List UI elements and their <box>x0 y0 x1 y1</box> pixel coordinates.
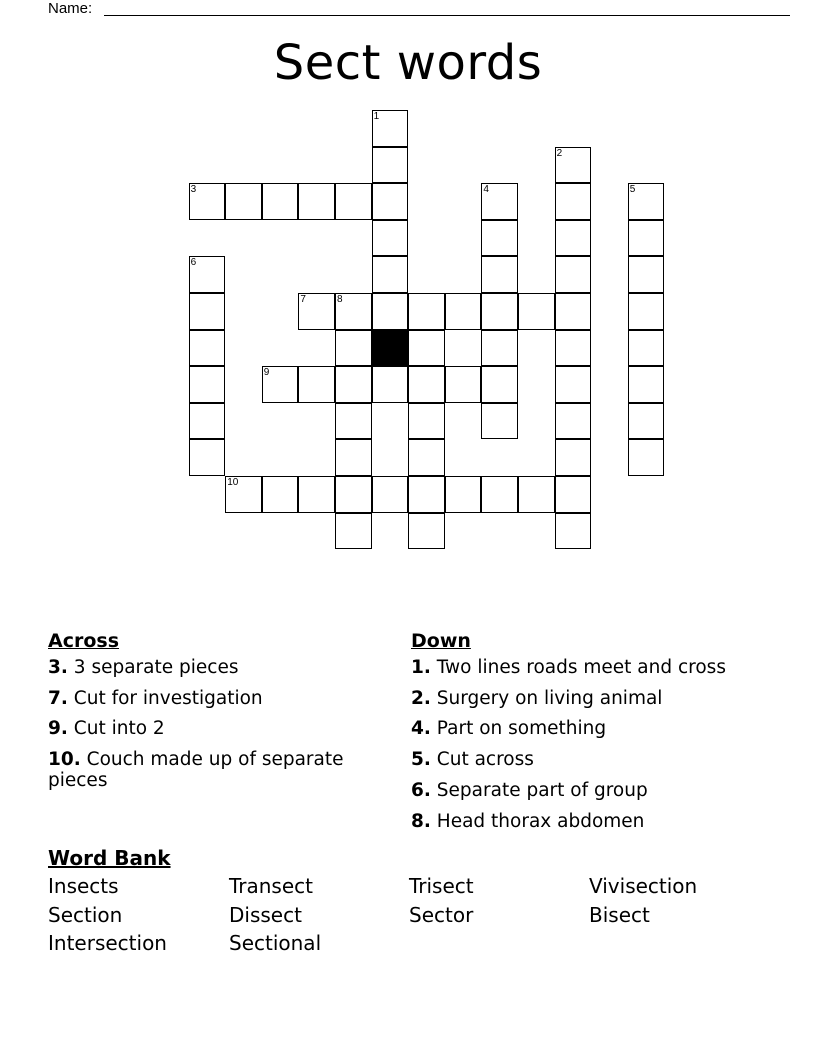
clue-number: 10. <box>48 749 81 770</box>
grid-cell[interactable] <box>518 293 555 330</box>
across-clue <box>48 657 368 678</box>
grid-cell[interactable] <box>372 110 409 147</box>
down-clue <box>411 811 771 832</box>
across-clue <box>48 718 368 739</box>
grid-cell[interactable] <box>445 476 482 513</box>
grid-cell[interactable] <box>445 366 482 403</box>
grid-cell[interactable] <box>628 256 665 293</box>
grid-cell[interactable] <box>225 183 262 220</box>
word-bank-item: Vivisection <box>589 874 698 898</box>
grid-cell[interactable] <box>335 330 372 367</box>
clue-text: Part on something <box>436 718 607 739</box>
word-bank-item: Intersection <box>48 931 167 955</box>
grid-cell[interactable] <box>628 220 665 257</box>
grid-cell[interactable] <box>335 476 372 513</box>
across-clue <box>48 749 363 791</box>
clue-number-label: 3 <box>190 184 197 196</box>
clue-number-label: 2 <box>556 147 563 159</box>
clue-number: 6. <box>411 780 431 801</box>
grid-cell[interactable] <box>481 220 518 257</box>
clue-text: Separate part of group <box>436 780 648 801</box>
clue-text: Head thorax abdomen <box>436 811 645 832</box>
grid-cell[interactable] <box>555 439 592 476</box>
grid-cell[interactable] <box>555 330 592 367</box>
clue-number-label: 4 <box>483 184 489 196</box>
grid-cell[interactable] <box>628 366 665 403</box>
grid-cell[interactable] <box>408 366 445 403</box>
grid-cell[interactable] <box>372 476 409 513</box>
clue-number-label: 8 <box>337 294 343 305</box>
grid-cell[interactable] <box>481 476 518 513</box>
clue-number: 4. <box>411 718 431 739</box>
clue-number: 3. <box>48 657 68 678</box>
grid-cell[interactable] <box>372 183 409 220</box>
grid-cell[interactable] <box>481 256 518 293</box>
grid-cell[interactable] <box>628 183 665 220</box>
grid-cell[interactable] <box>481 403 518 440</box>
grid-cell[interactable] <box>335 439 372 476</box>
grid-cell[interactable] <box>298 476 335 513</box>
clue-number: 2. <box>411 688 431 709</box>
grid-cell[interactable] <box>408 403 445 440</box>
grid-cell[interactable] <box>189 330 226 367</box>
grid-cell[interactable] <box>408 293 445 330</box>
down-clue <box>411 718 771 739</box>
grid-cell[interactable] <box>262 366 299 403</box>
clue-text: Cut for investigation <box>73 688 263 709</box>
down-clue <box>411 688 771 709</box>
grid-cell[interactable] <box>555 366 592 403</box>
clue-number: 8. <box>411 811 431 832</box>
name-label: Name: <box>48 0 93 17</box>
grid-cell[interactable] <box>628 439 665 476</box>
down-clue <box>411 657 771 678</box>
clue-number: 9. <box>48 718 68 739</box>
clue-text: Cut into 2 <box>73 718 165 739</box>
grid-cell[interactable] <box>408 513 445 550</box>
grid-cell[interactable] <box>189 256 226 293</box>
clue-text: Cut across <box>436 749 534 770</box>
grid-cell[interactable] <box>335 513 372 550</box>
grid-cell[interactable] <box>189 183 226 220</box>
clue-number-label: 10 <box>227 477 239 488</box>
grid-cell[interactable] <box>335 183 372 220</box>
grid-cell[interactable] <box>298 183 335 220</box>
grid-cell[interactable] <box>189 439 226 476</box>
clue-number-label: 7 <box>300 294 306 305</box>
grid-cell[interactable] <box>372 147 409 184</box>
across-clue <box>48 688 368 709</box>
grid-cell[interactable] <box>555 183 592 220</box>
across-heading: Across <box>48 630 120 652</box>
grid-cell[interactable] <box>335 366 372 403</box>
grid-cell[interactable] <box>481 293 518 330</box>
down-heading: Down <box>411 630 471 652</box>
grid-cell[interactable] <box>298 293 335 330</box>
word-bank-item: Transect <box>229 874 313 898</box>
grid-cell[interactable] <box>555 476 592 513</box>
grid-cell[interactable] <box>481 330 518 367</box>
grid-cell[interactable] <box>262 183 299 220</box>
word-bank-item: Dissect <box>229 903 302 927</box>
grid-cell[interactable] <box>372 293 409 330</box>
word-bank-item: Section <box>48 903 123 927</box>
grid-cell[interactable] <box>555 513 592 550</box>
clue-number-label: 6 <box>190 257 197 269</box>
grid-cell[interactable] <box>555 403 592 440</box>
grid-cell[interactable] <box>335 293 372 330</box>
grid-cell[interactable] <box>408 476 445 513</box>
grid-cell[interactable] <box>481 366 518 403</box>
clue-text: 3 separate pieces <box>73 657 239 678</box>
grid-cell[interactable] <box>335 403 372 440</box>
grid-cell[interactable] <box>555 293 592 330</box>
clue-number-label: 5 <box>629 184 636 196</box>
grid-cell[interactable] <box>189 293 226 330</box>
word-bank-item: Insects <box>48 874 119 898</box>
grid-cell[interactable] <box>298 366 335 403</box>
black-square <box>372 330 409 367</box>
grid-cell[interactable] <box>555 220 592 257</box>
grid-cell[interactable] <box>408 330 445 367</box>
grid-cell[interactable] <box>628 293 665 330</box>
down-clue <box>411 749 771 770</box>
clue-number: 5. <box>411 749 431 770</box>
word-bank-item: Trisect <box>409 874 474 898</box>
grid-cell[interactable] <box>262 476 299 513</box>
word-bank-item: Sectional <box>229 931 322 955</box>
grid-cell[interactable] <box>225 476 262 513</box>
grid-cell[interactable] <box>372 256 409 293</box>
grid-cell[interactable] <box>555 147 592 184</box>
clue-text: Couch made up of separate pieces <box>48 749 344 791</box>
grid-cell[interactable] <box>628 330 665 367</box>
word-bank-item: Bisect <box>589 903 650 927</box>
grid-cell[interactable] <box>189 366 226 403</box>
grid-cell[interactable] <box>372 220 409 257</box>
grid-cell[interactable] <box>372 366 409 403</box>
clue-text: Surgery on living animal <box>436 688 663 709</box>
clue-number-label: 1 <box>373 111 380 122</box>
word-bank-heading: Word Bank <box>48 846 171 870</box>
clue-number: 1. <box>411 657 431 678</box>
clue-number: 7. <box>48 688 68 709</box>
grid-cell[interactable] <box>555 256 592 293</box>
grid-cell[interactable] <box>481 183 518 220</box>
clue-text: Two lines roads meet and cross <box>436 657 726 678</box>
clue-number-label: 9 <box>263 367 270 379</box>
grid-cell[interactable] <box>628 403 665 440</box>
grid-cell[interactable] <box>408 439 445 476</box>
page-title: Sect words <box>273 35 543 91</box>
grid-cell[interactable] <box>189 403 226 440</box>
grid-cell[interactable] <box>445 293 482 330</box>
word-bank-item: Sector <box>409 903 474 927</box>
grid-cell[interactable] <box>518 476 555 513</box>
down-clue <box>411 780 771 801</box>
